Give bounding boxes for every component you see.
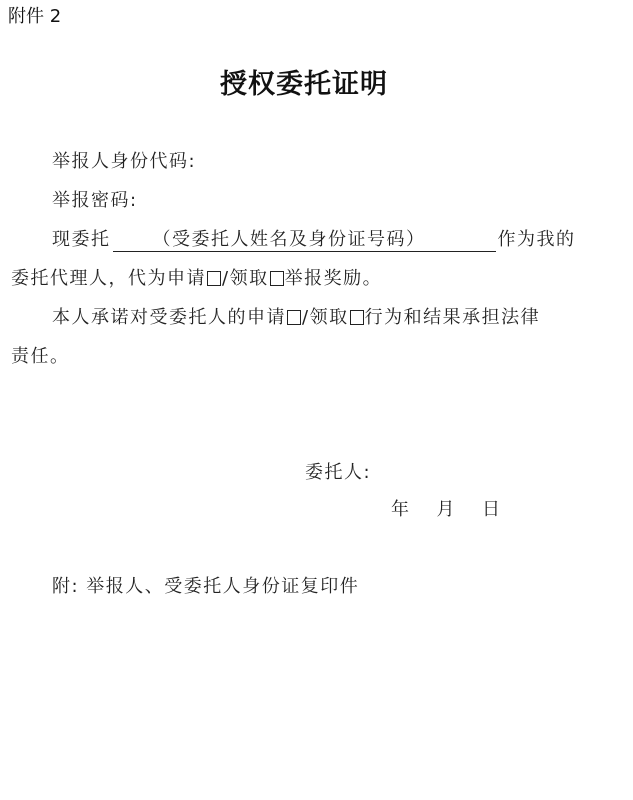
delegate-name-id-field[interactable]: [113, 225, 496, 252]
document-title: 授权委托证明: [220, 69, 388, 100]
commitment-line-1: [52, 303, 540, 329]
password-label: 举报密码:: [52, 190, 138, 211]
date-line: [391, 495, 502, 521]
delegation-text-b: /领取: [222, 268, 269, 289]
commitment-apply-checkbox[interactable]: [287, 310, 301, 325]
delegation-line-1: [52, 225, 576, 252]
day-label: 日: [482, 499, 502, 520]
year-label: 年: [391, 499, 411, 520]
appendix-note: 附: 举报人、受委托人身份证复印件: [52, 576, 360, 597]
delegation-prefix: 现委托: [52, 229, 111, 250]
attachment-label: 附件 2: [8, 6, 62, 27]
receive-checkbox[interactable]: [270, 271, 284, 286]
month-label: 月: [436, 499, 456, 520]
principal-label: 委托人:: [305, 462, 372, 483]
commitment-receive-checkbox[interactable]: [350, 310, 364, 325]
apply-checkbox[interactable]: [207, 271, 221, 286]
delegation-text-c: 举报奖励。: [284, 268, 383, 289]
commitment-line-2: 责任。: [11, 346, 70, 367]
delegation-text-a: 委托代理人，代为申请: [11, 268, 206, 289]
delegation-line-2: [11, 264, 382, 290]
delegate-name-id-hint: （受委托人姓名及身份证号码）: [152, 229, 426, 250]
delegation-suffix: 作为我的: [497, 229, 576, 250]
commitment-text-b: /领取: [302, 307, 349, 328]
id-code-label: 举报人身份代码:: [52, 151, 197, 172]
commitment-text-a: 本人承诺对受委托人的申请: [52, 307, 286, 328]
commitment-text-c: 行为和结果承担法律: [364, 307, 541, 328]
